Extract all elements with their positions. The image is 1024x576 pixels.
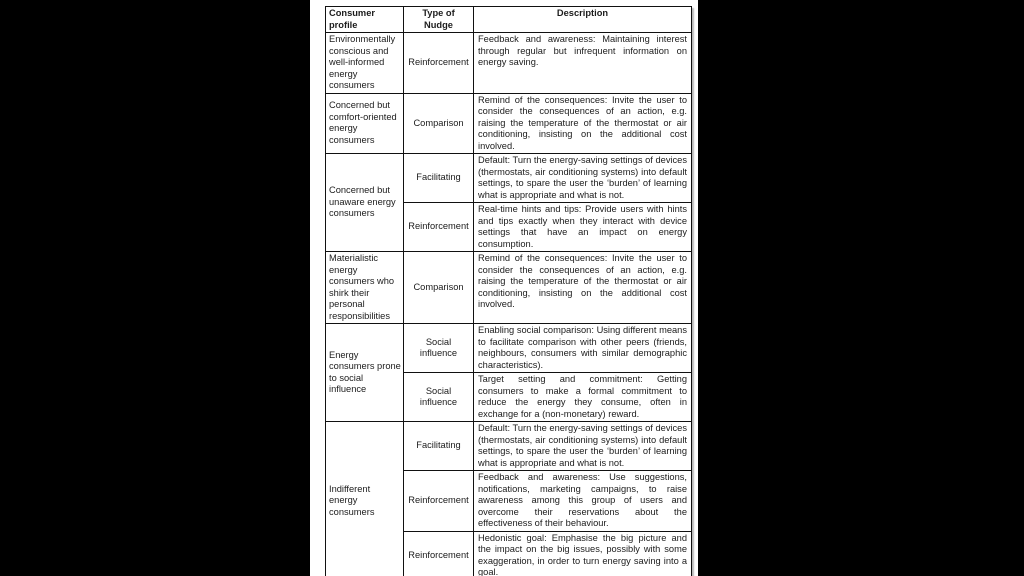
nudge-type-cell: Social influence bbox=[404, 373, 474, 422]
profile-cell-environmentally-conscious: Environmentally conscious and well-informed energy consumers bbox=[326, 33, 404, 94]
profile-cell-indifferent: Indifferent energy consumers bbox=[326, 422, 404, 576]
description-cell: Hedonistic goal: Emphasise the big picture and the impact on the big issues, possibly with some exaggeration, in order to turn energy saving into a goal. bbox=[474, 531, 692, 576]
table-row bbox=[326, 252, 692, 324]
table-row bbox=[326, 154, 692, 203]
description-cell: Real-time hints and tips: Provide users with hints and tips exactly when they interact with device settings that have an impact on energy consumption. bbox=[474, 203, 692, 252]
nudge-type-cell: Reinforcement bbox=[404, 33, 474, 94]
nudge-type-cell: Reinforcement bbox=[404, 203, 474, 252]
table-header-row bbox=[326, 7, 692, 33]
profile-cell-materialistic: Materialistic energy consumers who shirk their personal responsibilities bbox=[326, 252, 404, 324]
description-cell: Feedback and awareness: Maintaining interest through regular but infrequent information on energy saving. bbox=[474, 33, 692, 94]
nudge-type-cell: Reinforcement bbox=[404, 531, 474, 576]
description-cell: Target setting and commitment: Getting consumers to make a formal commitment to reduce the energy they consume, often in exchange for a (non-monetary) reward. bbox=[474, 373, 692, 422]
nudge-type-cell: Reinforcement bbox=[404, 471, 474, 532]
description-cell: Default: Turn the energy-saving settings of devices (thermostats, air conditioning systems) into default settings, to spare the user the ‘burden’ of learning what is appropriate and what is not. bbox=[474, 422, 692, 471]
table-row bbox=[326, 33, 692, 94]
table-row bbox=[326, 422, 692, 471]
table-row bbox=[326, 324, 692, 373]
description-cell: Remind of the consequences: Invite the user to consider the consequences of an action, e.g. raising the temperature of the thermostat or air conditioning, insisting on the additional cost involved. bbox=[474, 93, 692, 154]
nudge-type-cell: Facilitating bbox=[404, 422, 474, 471]
nudge-type-cell: Comparison bbox=[404, 252, 474, 324]
consumer-nudge-table bbox=[325, 6, 692, 576]
document-page bbox=[310, 0, 698, 576]
description-cell: Feedback and awareness: Use suggestions, notifications, marketing campaigns, to raise awareness among this group of users and overcome their reservations about the effectiveness of their behaviour. bbox=[474, 471, 692, 532]
description-cell: Enabling social comparison: Using different means to facilitate comparison with other peers (friends, neighbours, consumers with similar demographic characteristics). bbox=[474, 324, 692, 373]
column-header-type-of-nudge: Type of Nudge bbox=[404, 7, 474, 33]
column-header-consumer-profile: Consumer profile bbox=[326, 7, 404, 33]
nudge-type-cell: Facilitating bbox=[404, 154, 474, 203]
description-cell: Remind of the consequences: Invite the user to consider the consequences of an action, e.g. raising the temperature of the thermostat or air conditioning, insisting on the additional cost involved. bbox=[474, 252, 692, 324]
column-header-description: Description bbox=[474, 7, 692, 33]
profile-cell-concerned-unaware: Concerned but unaware energy consumers bbox=[326, 154, 404, 252]
description-cell: Default: Turn the energy-saving settings of devices (thermostats, air conditioning systems) into default settings, to spare the user the ‘burden’ of learning what is appropriate and what is not. bbox=[474, 154, 692, 203]
nudge-type-cell: Comparison bbox=[404, 93, 474, 154]
nudge-type-cell: Social influence bbox=[404, 324, 474, 373]
table-row bbox=[326, 93, 692, 154]
profile-cell-social-influence: Energy consumers prone to social influence bbox=[326, 324, 404, 422]
profile-cell-comfort-oriented: Concerned but comfort-oriented energy consumers bbox=[326, 93, 404, 154]
